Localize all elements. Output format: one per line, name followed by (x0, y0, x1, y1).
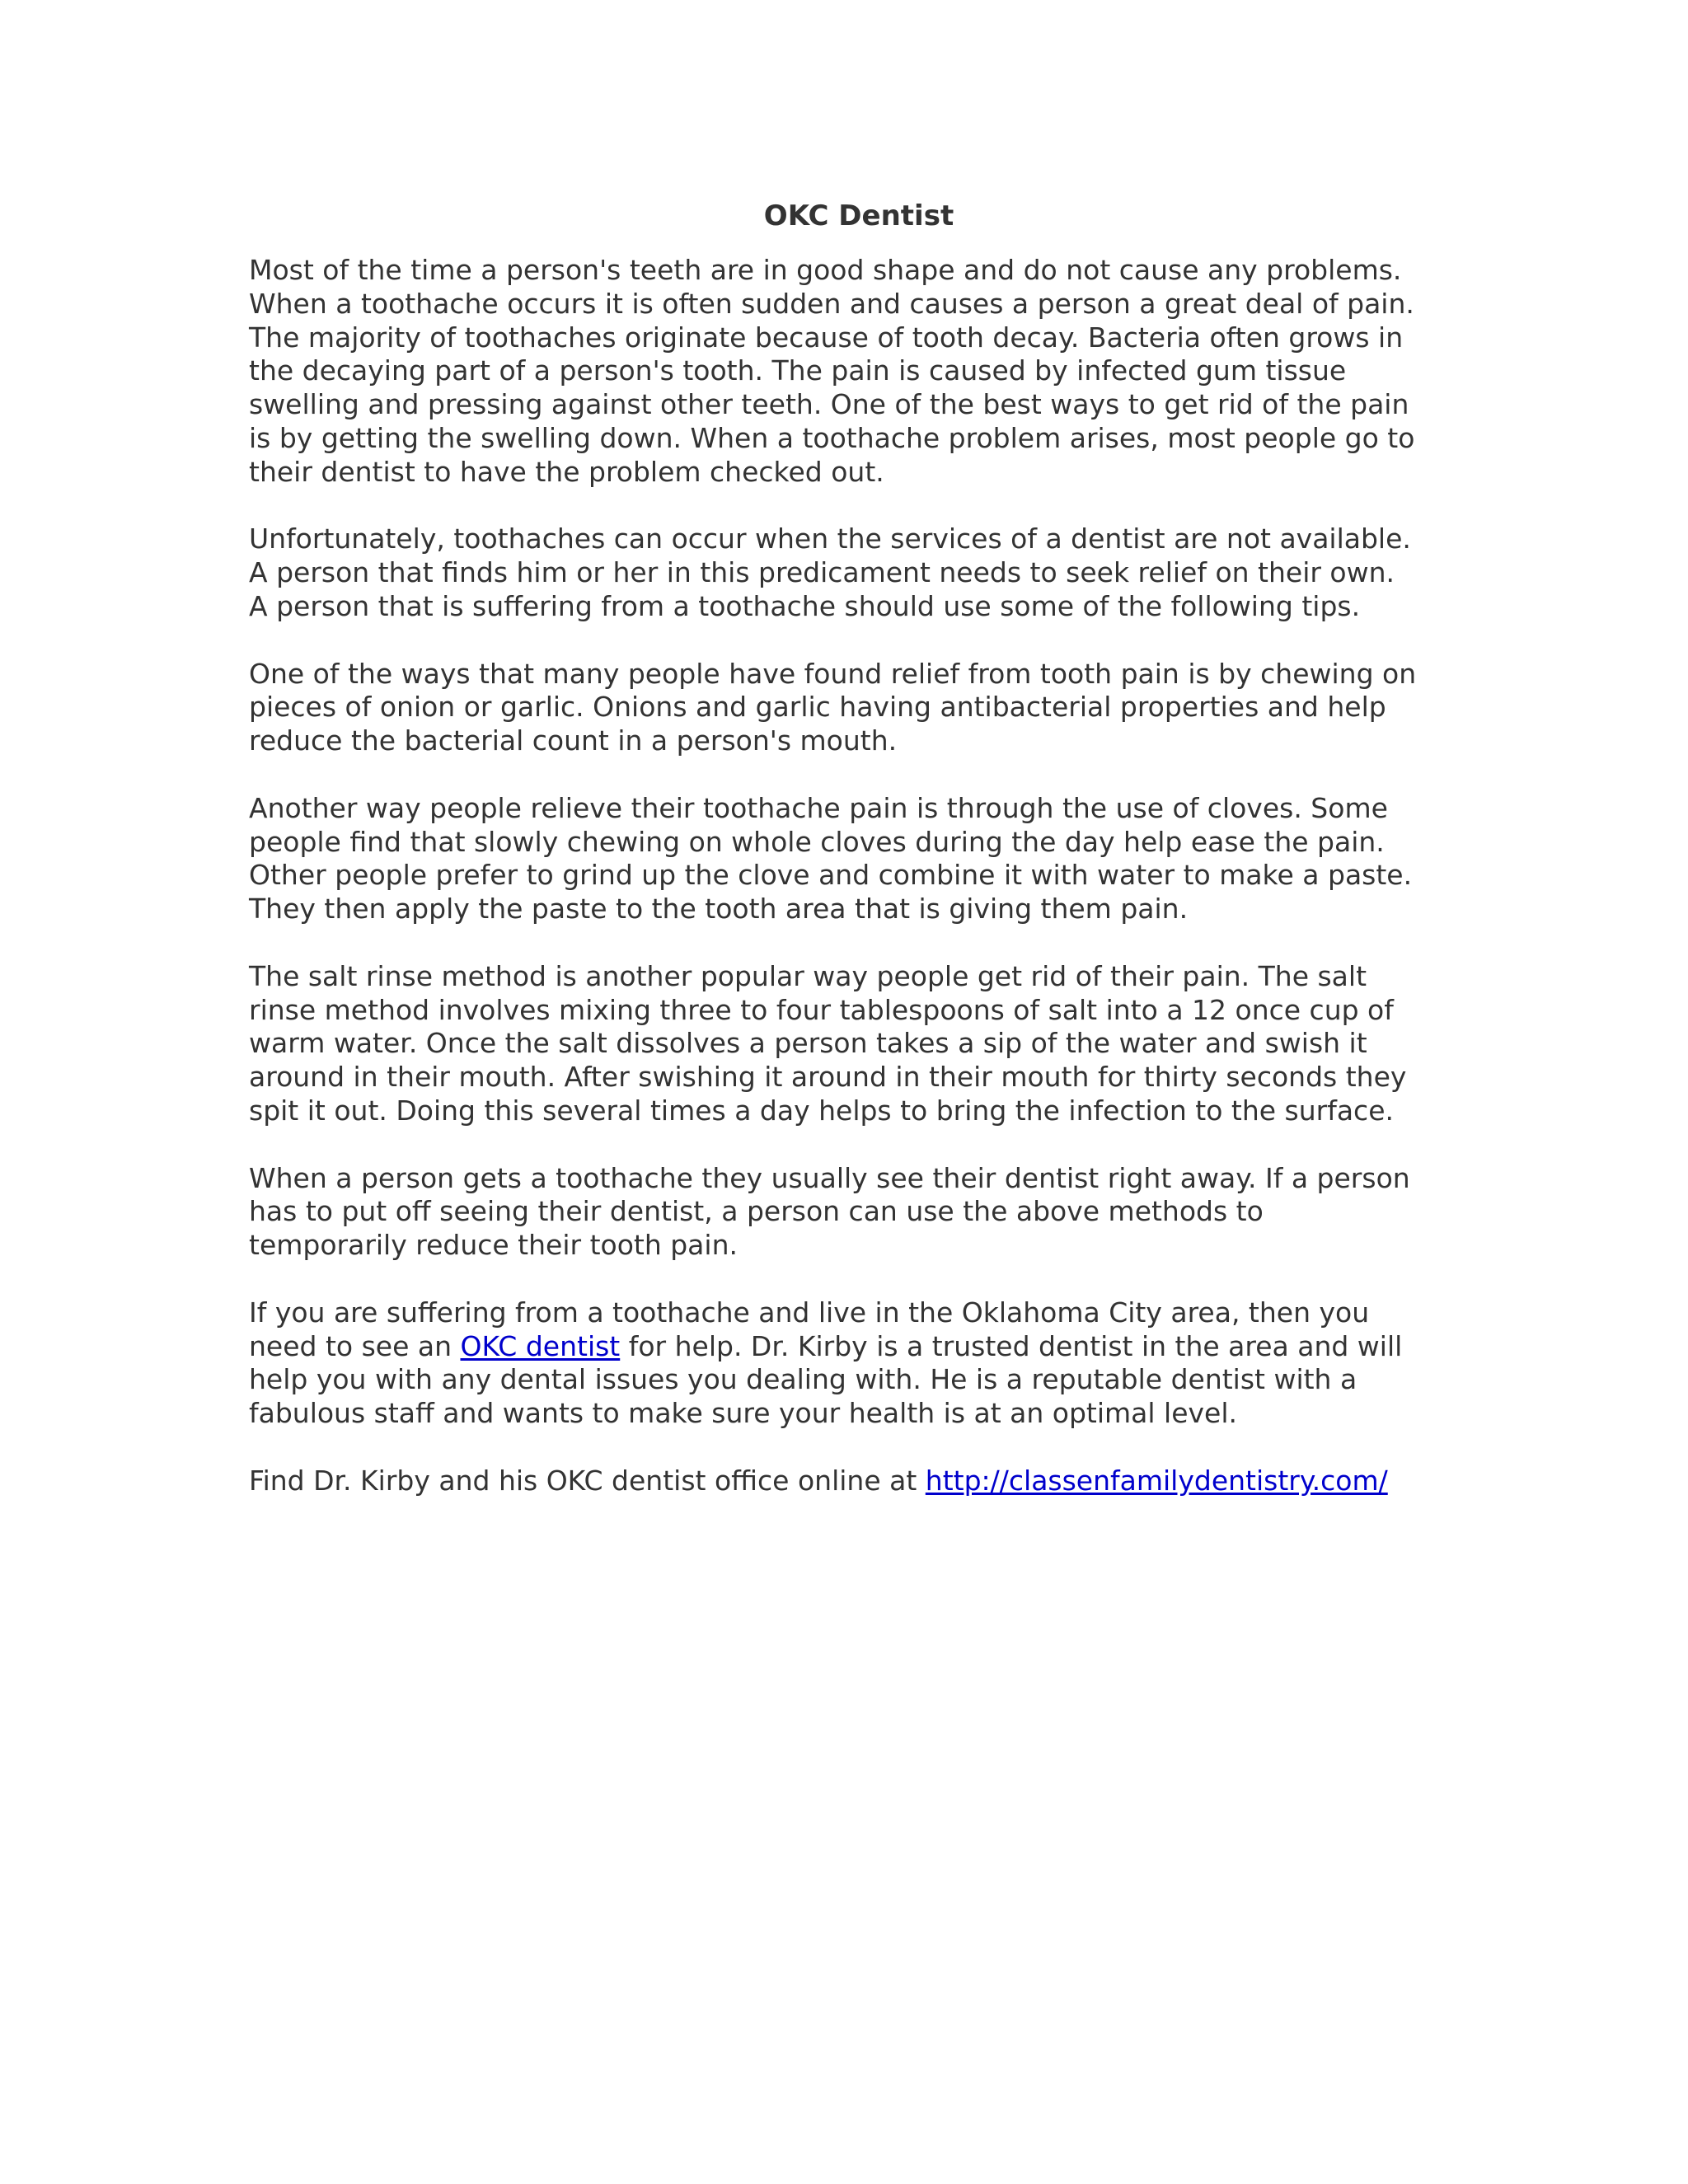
text-line: people find that slowly chewing on whole cloves during the day help ease the pain. (249, 825, 1385, 858)
text-line: has to put off seeing their dentist, a person can use the above methods to (249, 1195, 1264, 1228)
text-line: the decaying part of a person's tooth. The pain is caused by infected gum tissue (249, 354, 1347, 387)
document-body (249, 196, 1452, 1531)
text-line: warm water. Once the salt dissolves a person takes a sip of the water and swish it (249, 1027, 1367, 1060)
text-line: temporarily reduce their tooth pain. (249, 1229, 738, 1262)
text-line: Unfortunately, toothaches can occur when the services of a dentist are not available. (249, 523, 1411, 555)
website-url-link[interactable]: http://classenfamilydentistry.com/ (925, 1464, 1388, 1497)
text-line: rinse method involves mixing three to four tablespoons of salt into a 12 once cup of (249, 993, 1394, 1026)
text-line-with-link (249, 1465, 1452, 1498)
okc-dentist-link[interactable]: OKC dentist (460, 1329, 621, 1362)
text-line: Other people prefer to grind up the clove and combine it with water to make a paste. (249, 859, 1413, 892)
text-segment: need to see an (249, 1329, 461, 1362)
text-line: help you with any dental issues you dealing with. He is a reputable dentist with a (249, 1363, 1357, 1396)
paragraph-call-to-action (249, 1296, 1452, 1431)
text-line: If you are suffering from a toothache and live in the Oklahoma City area, then you (249, 1296, 1370, 1329)
text-line: When a person gets a toothache they usually see their dentist right away. If a person (249, 1161, 1410, 1194)
text-line: swelling and pressing against other teeth. One of the best ways to get rid of the pain (249, 388, 1409, 421)
text-line: around in their mouth. After swishing it around in their mouth for thirty seconds they (249, 1061, 1407, 1094)
text-line: When a toothache occurs it is often sudden and causes a person a great deal of pain. (249, 287, 1414, 320)
text-line: A person that finds him or her in this predicament needs to seek relief on their own. (249, 556, 1395, 589)
text-line: One of the ways that many people have found relief from tooth pain is by chewing on (249, 657, 1417, 690)
text-line: A person that is suffering from a toothache should use some of the following tips. (249, 589, 1361, 622)
text-line: pieces of onion or garlic. Onions and garlic having antibacterial properties and help (249, 691, 1386, 724)
paragraph-closing (249, 1465, 1452, 1498)
text-line: Another way people relieve their toothache pain is through the use of cloves. Some (249, 791, 1388, 824)
paragraph-unavailable-dentist (249, 523, 1452, 623)
paragraph-see-dentist (249, 1162, 1452, 1263)
text-segment: Find Dr. Kirby and his OKC dentist office online at (249, 1464, 926, 1497)
text-line: They then apply the paste to the tooth area that is giving them pain. (249, 893, 1189, 926)
text-segment: for help. Dr. Kirby is a trusted dentist in the area and will (620, 1329, 1403, 1362)
paragraph-onion-garlic (249, 658, 1452, 758)
text-line: The majority of toothaches originate because of tooth decay. Bacteria often grows in (249, 321, 1404, 354)
paragraph-salt-rinse (249, 960, 1452, 1128)
text-line-with-link (249, 1330, 1452, 1364)
text-line: fabulous staff and wants to make sure your health is at an optimal level. (249, 1397, 1238, 1430)
paragraph-cloves (249, 792, 1452, 926)
text-line: is by getting the swelling down. When a toothache problem arises, most people go to (249, 421, 1415, 454)
paragraph-intro (249, 254, 1452, 490)
text-line: their dentist to have the problem checked out. (249, 455, 884, 488)
text-line: reduce the bacterial count in a person's mouth. (249, 724, 898, 757)
text-line: The salt rinse method is another popular way people get rid of their pain. The salt (249, 959, 1367, 992)
page-title: OKC Dentist (763, 199, 954, 232)
text-line: spit it out. Doing this several times a day helps to bring the infection to the surface. (249, 1094, 1394, 1127)
text-line: Most of the time a person's teeth are in good shape and do not cause any problems. (249, 254, 1402, 286)
